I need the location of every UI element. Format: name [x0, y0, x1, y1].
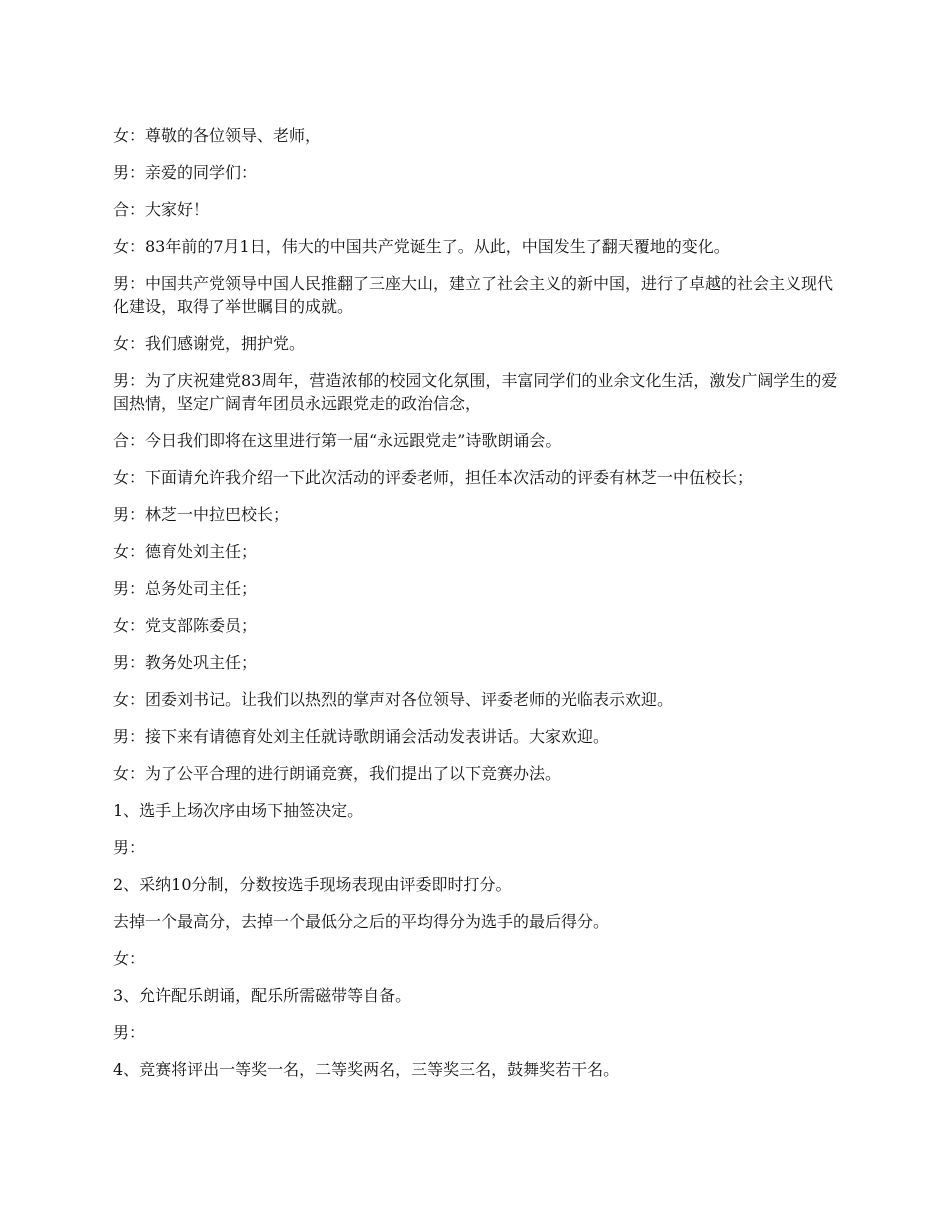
paragraph: 去掉一个最高分，去掉一个最低分之后的平均得分为选手的最后得分。: [113, 912, 610, 931]
paragraph: 男：: [113, 838, 146, 857]
paragraph: 女：我们感谢党，拥护党。: [113, 334, 306, 353]
paragraph: 女：83年前的7月1日，伟大的中国共产党诞生了。从此，中国发生了翻天覆地的变化。: [113, 237, 730, 256]
paragraph: 男：中国共产党领导中国人民推翻了三座大山，建立了社会主义的新中国，进行了卓越的社会主义现代化建设，取得了举世瞩目的成就。: [113, 274, 834, 316]
document-body: [113, 124, 843, 1095]
paragraph: 女：为了公平合理的进行朗诵竞赛，我们提出了以下竞赛办法。: [113, 764, 562, 783]
paragraph: 2、采纳10分制，分数按选手现场表现由评委即时打分。: [113, 875, 512, 894]
paragraph: 女：尊敬的各位领导、老师，: [113, 126, 322, 145]
paragraph: 3、允许配乐朗诵，配乐所需磁带等自备。: [113, 986, 412, 1005]
paragraph: 男：教务处巩主任；: [113, 653, 258, 672]
paragraph: 女：下面请允许我介绍一下此次活动的评委老师，担任本次活动的评委有林芝一中伍校长；: [113, 468, 754, 487]
paragraph: 合：今日我们即将在这里进行第一届“永远跟党走”诗歌朗诵会。: [113, 431, 562, 450]
paragraph: 男：: [113, 1023, 146, 1042]
paragraph: 女：: [113, 949, 146, 968]
paragraph: 男：林芝一中拉巴校长；: [113, 505, 290, 524]
paragraph: 男：亲爱的同学们：: [113, 163, 258, 182]
paragraph: 女：党支部陈委员；: [113, 616, 258, 635]
paragraph: 女：团委刘书记。让我们以热烈的掌声对各位领导、评委老师的光临表示欢迎。: [113, 690, 674, 709]
paragraph: 4、竞赛将评出一等奖一名，二等奖两名，三等奖三名，鼓舞奖若干名。: [113, 1060, 620, 1079]
paragraph: 1、选手上场次序由场下抽签决定。: [113, 801, 364, 820]
paragraph: 合：大家好！: [113, 200, 210, 219]
paragraph: 男：接下来有请德育处刘主任就诗歌朗诵会活动发表讲话。大家欢迎。: [113, 727, 610, 746]
paragraph: 男：为了庆祝建党83周年，营造浓郁的校园文化氛围，丰富同学们的业余文化生活，激发广阔学生的爱国热情，坚定广阔青年团员永远跟党走的政治信念，: [113, 371, 838, 413]
paragraph: 男：总务处司主任；: [113, 579, 258, 598]
paragraph: 女：德育处刘主任；: [113, 542, 258, 561]
